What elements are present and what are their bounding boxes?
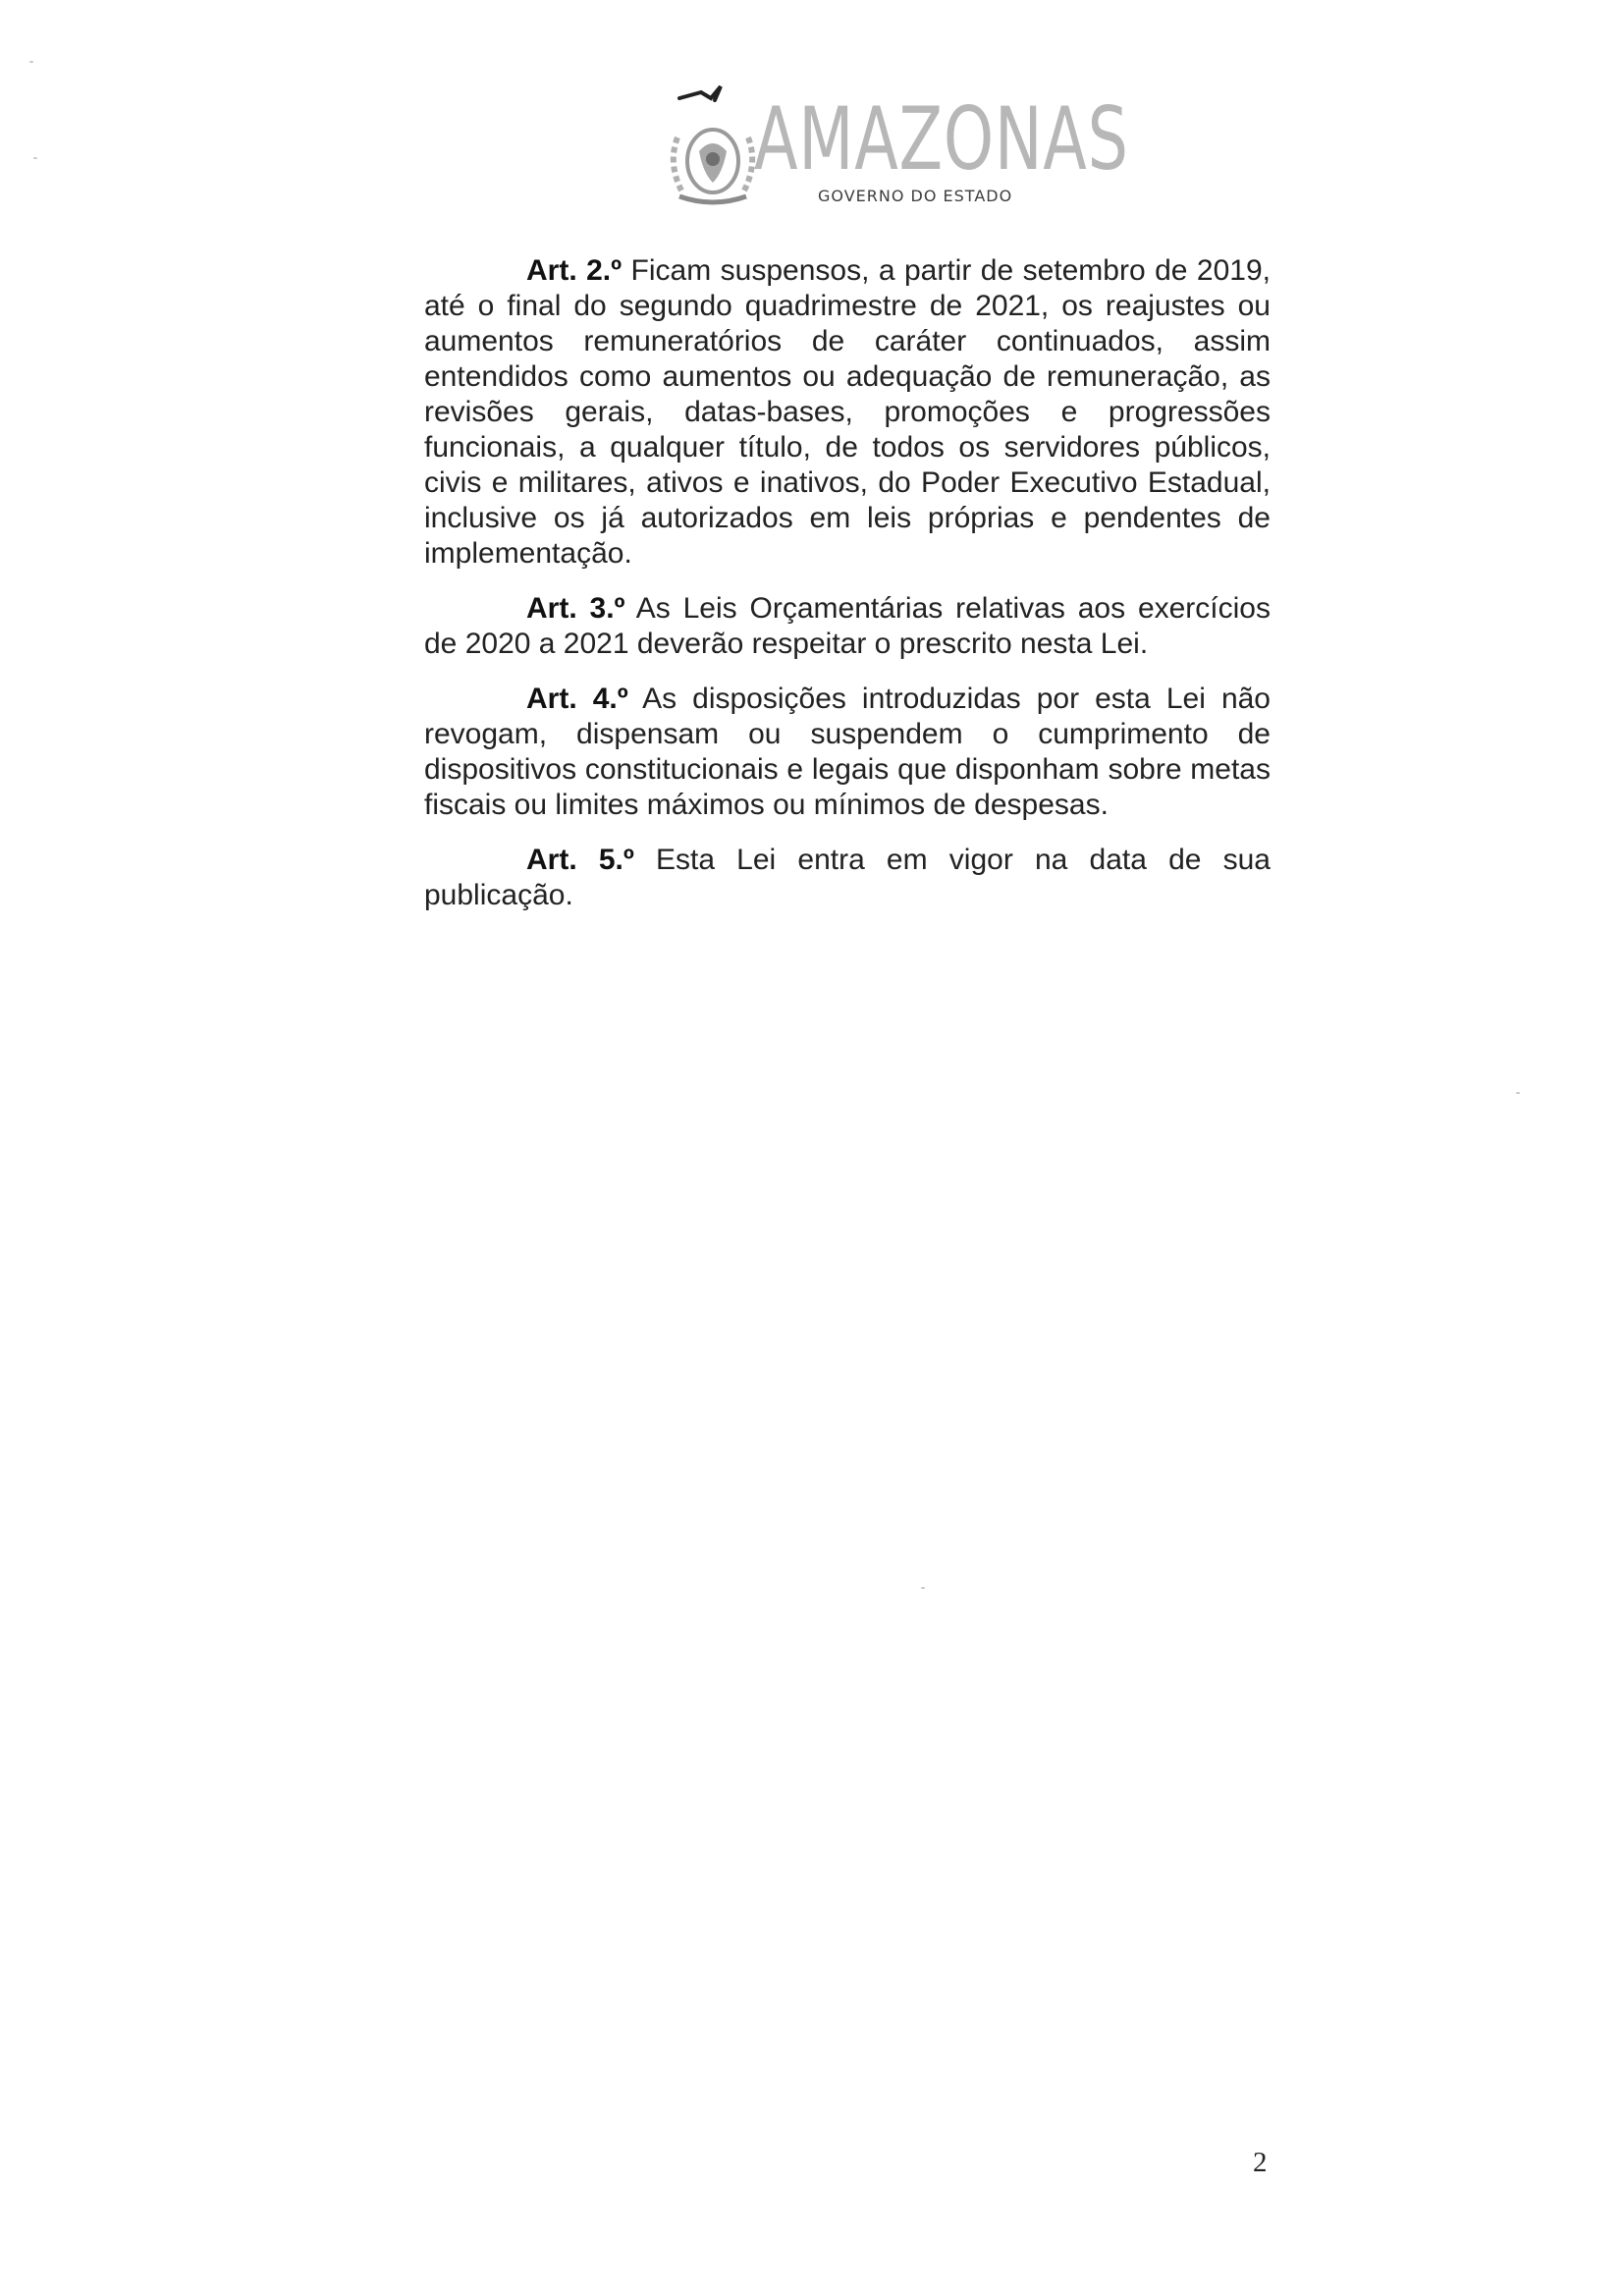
state-name: AMAZONAS xyxy=(754,88,1129,190)
article-3 xyxy=(424,591,1271,662)
document-body xyxy=(424,253,1271,933)
article-text: As disposições introduzidas por esta Lei não revogam, dispensam ou suspendem o cumprimento de dispositivos constitucionais e legais que disponham sobre metas fiscais ou limites máximos ou mínimos de despesas. xyxy=(424,683,1271,821)
scan-speck xyxy=(921,1587,925,1589)
page-number: 2 xyxy=(1253,2147,1268,2178)
article-4 xyxy=(424,682,1271,823)
article-label: Art. 3.º xyxy=(526,592,625,625)
state-coat-of-arms-icon xyxy=(658,79,768,206)
article-2 xyxy=(424,253,1271,572)
article-label: Art. 4.º xyxy=(526,683,628,715)
article-label: Art. 2.º xyxy=(526,254,623,287)
article-label: Art. 5.º xyxy=(526,844,634,876)
scan-speck xyxy=(33,157,37,159)
article-text: Ficam suspensos, a partir de setembro de 2019, até o final do segundo quadrimestre de 2021, os reajustes ou aumentos remuneratórios de caráter continuados, assim entendidos como aumentos ou adequação de remuneração, as revisões gerais, datas-bases, promoções e progressões funcionais, a qualquer título, de todos os servidores públicos, civis e militares, ativos e inativos, do Poder Executivo Estadual, inclusive os já autorizados em leis próprias e pendentes de implementação. xyxy=(424,254,1271,570)
article-text: As Leis Orçamentárias relativas aos exercícios de 2020 a 2021 deverão respeitar o prescrito nesta Lei. xyxy=(424,592,1271,660)
scan-speck xyxy=(29,61,33,63)
article-text: Esta Lei entra em vigor na data de sua publicação. xyxy=(424,844,1271,911)
scan-speck xyxy=(1516,1092,1520,1094)
letterhead xyxy=(638,61,1129,218)
article-5 xyxy=(424,843,1271,913)
letterhead-subtitle: GOVERNO DO ESTADO xyxy=(818,187,1013,205)
